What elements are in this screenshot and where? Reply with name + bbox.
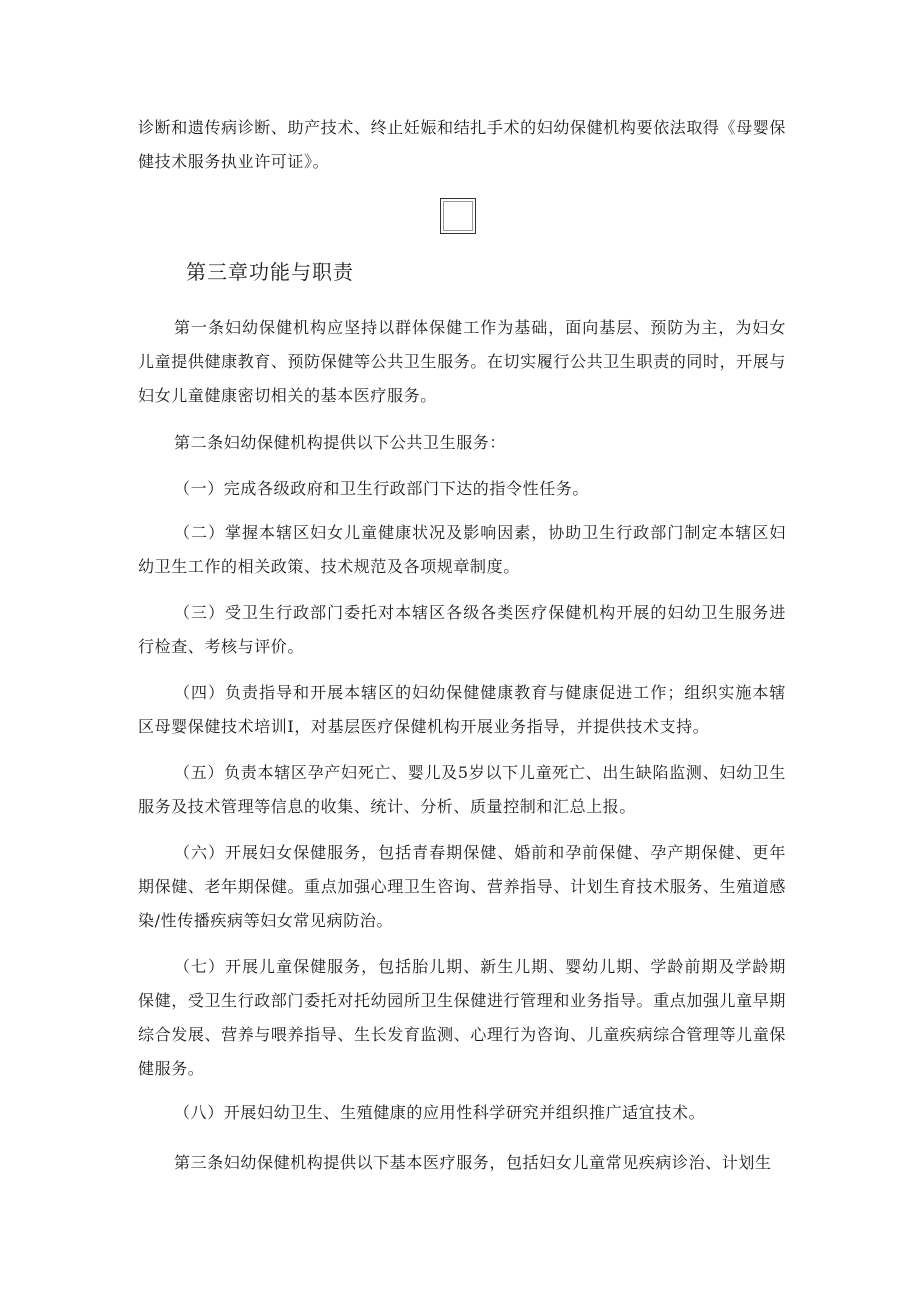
list-item-2: （二）掌握本辖区妇女儿童健康状况及影响因素，协助卫生行政部门制定本辖区妇幼卫生工作的相关政策、技术规范及各项规章制度。 xyxy=(138,523,786,576)
chapter-title: 第三章功能与职责 xyxy=(186,260,354,284)
article-1: 第一条妇幼保健机构应坚持以群体保健工作为基础，面向基层、预防为主，为妇女儿童提供健康教育、预防保健等公共卫生服务。在切实履行公共卫生职责的同时，开展与妇女儿童健康密切相关的基本医疗服务。 xyxy=(138,318,786,405)
list-item-6: （六）开展妇女保健服务，包括青春期保健、婚前和孕前保健、孕产期保健、更年期保健、老年期保健。重点加强心理卫生咨询、营养指导、计划生育技术服务、生殖道感染/性传播疾病等妇女常见病防治。 xyxy=(138,843,786,930)
list-item-4: （四）负责指导和开展本辖区的妇幼保健健康教育与健康促进工作；组织实施本辖区母婴保健技术培训I，对基层医疗保健机构开展业务指导，并提供技术支持。 xyxy=(138,683,786,736)
list-item-8: （八）开展妇幼卫生、生殖健康的应用性科学研究并组织推广适宜技术。 xyxy=(174,1103,706,1122)
list-item-1: （一）完成各级政府和卫生行政部门下达的指令性任务。 xyxy=(174,479,590,498)
image-placeholder-icon xyxy=(440,198,476,234)
list-item-3: （三）受卫生行政部门委托对本辖区各级各类医疗保健机构开展的妇幼卫生服务进行检查、考核与评价。 xyxy=(138,603,786,656)
article-2-lead: 第二条妇幼保健机构提供以下公共卫生服务： xyxy=(174,433,507,452)
list-item-7: （七）开展儿童保健服务，包括胎儿期、新生儿期、婴幼儿期、学龄前期及学龄期保健，受卫生行政部门委托对托幼园所卫生保健进行管理和业务指导。重点加强儿童早期综合发展、营养与喂养指导、生长发育监测、心理行为咨询、儿童疾病综合管理等儿童保健服务。 xyxy=(138,957,786,1078)
article-3-start: 第三条妇幼保健机构提供以下基本医疗服务，包括妇女儿童常见疾病诊治、计划生 xyxy=(174,1153,772,1172)
list-item-5: （五）负责本辖区孕产妇死亡、婴儿及5岁以下儿童死亡、出生缺陷监测、妇幼卫生服务及技术管理等信息的收集、统计、分析、质量控制和汇总上报。 xyxy=(138,763,786,816)
intro-continuation: 诊断和遗传病诊断、助产技术、终止妊娠和结扎手术的妇幼保健机构要依法取得《母婴保健技术服务执业许可证》。 xyxy=(138,118,786,171)
